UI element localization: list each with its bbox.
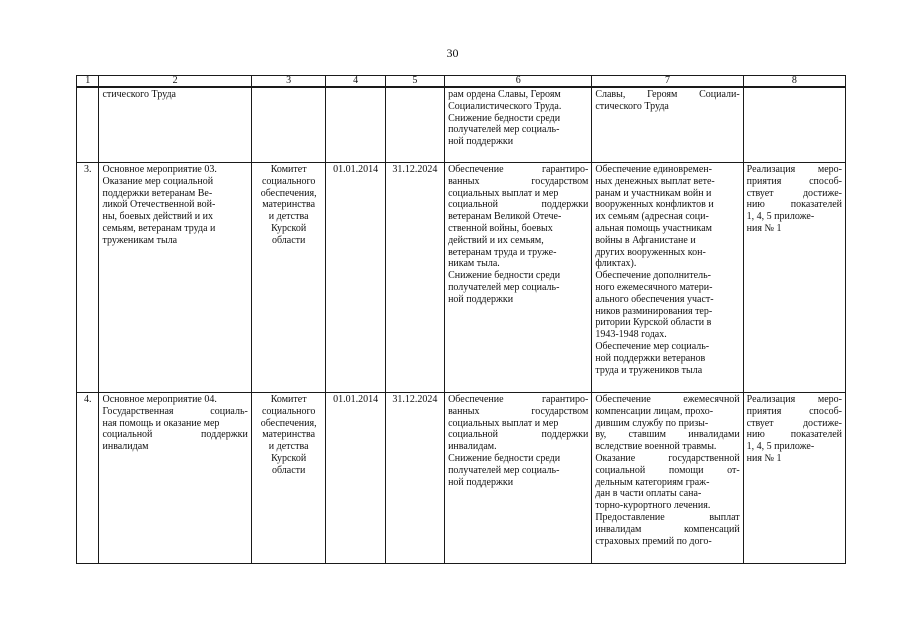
cell-activity-name [99, 87, 251, 163]
cell-executor [251, 393, 326, 564]
column-header-3: 3 [251, 76, 326, 88]
text-line: дельным категориям граж- [595, 476, 710, 488]
text-line: инвалидам. [448, 441, 497, 453]
text-line: рам ордена Славы, Героям [448, 89, 561, 100]
column-header-1: 1 [77, 76, 99, 88]
cell-expected-result [445, 87, 592, 163]
text-line: труженикам тыла [102, 234, 178, 246]
text-line: инвалидам [102, 441, 149, 453]
cell-number: 4. [77, 393, 99, 564]
text-line: 1, 4, 5 приложе- [746, 441, 815, 453]
cell-executor [251, 163, 326, 393]
text-line: фликтах). [595, 258, 637, 270]
text-line: социальных выплат и мер [448, 187, 559, 199]
text-line: получателей мер социаль- [448, 281, 560, 293]
text-line: области [271, 464, 306, 476]
text-line: Основное мероприятие 04. [102, 394, 217, 405]
cell-expected-result [445, 393, 592, 564]
program-activities-table [76, 75, 846, 564]
cell-indicator-link [743, 163, 845, 393]
text-line: ны, боевых действий и их [102, 211, 213, 223]
text-line: Оказание государственной [595, 452, 740, 464]
text-line: ных денежных выплат вете- [595, 175, 715, 187]
text-line: страховых премий по дого- [595, 535, 712, 547]
cell-executor [251, 87, 326, 163]
text-line: ветеранам труда и труже- [448, 246, 557, 258]
text-line: семьям, ветеранам труда и [102, 222, 216, 234]
text-line: Снижение бедности среди [448, 452, 561, 464]
text-line: Оказание мер социальной [102, 175, 214, 187]
text-line: никам тыла. [448, 258, 500, 270]
text-line: ального обеспечения участ- [595, 293, 714, 305]
cell-main-directions [592, 393, 743, 564]
text-line: и детства [268, 211, 309, 223]
cell-activity-name [99, 163, 251, 393]
text-line: ной поддержки [448, 136, 514, 148]
table-row-activity-03 [77, 163, 846, 393]
text-line: труда и тружеников тыла [595, 364, 703, 376]
text-line: 1, 4, 5 приложе- [746, 211, 815, 223]
text-line: альная помощь участникам [595, 222, 712, 234]
text-line: области [271, 234, 306, 246]
text-line: дившим службу по призы- [595, 417, 709, 429]
text-line: ванных государством [448, 175, 589, 187]
text-line: Государственная социаль- [102, 405, 248, 417]
text-line: материнства [262, 199, 316, 211]
text-line: социальных выплат и мер [448, 417, 559, 429]
text-line: Реализация меро- [746, 164, 842, 175]
text-line: ветеранам Великой Отече- [448, 211, 562, 223]
text-line: поддержки ветеранам Ве- [102, 187, 213, 199]
text-line: их семьям (адресная соци- [595, 211, 709, 223]
text-line: социальной поддержки [102, 429, 248, 441]
text-line: социальной помощи от- [595, 464, 740, 476]
cell-end-date: 31.12.2024 [385, 393, 444, 564]
column-header-7: 7 [592, 76, 743, 88]
cell-main-directions [592, 87, 743, 163]
text-line: нию показателей [746, 429, 842, 441]
column-header-8: 8 [743, 76, 845, 88]
text-line: Обеспечение мер социаль- [595, 340, 710, 352]
text-line: социальной поддержки [448, 199, 589, 211]
text-line: Обеспечение гарантиро- [448, 164, 589, 175]
text-line: дан в части оплаты сана- [595, 488, 702, 500]
text-line: получателей мер социаль- [448, 124, 560, 136]
text-line: ствует достиже- [746, 187, 842, 199]
text-line: нию показателей [746, 199, 842, 211]
cell-expected-result [445, 163, 592, 393]
page-number: 30 [446, 46, 459, 60]
text-line: Комитет [270, 164, 307, 175]
text-line: ния № 1 [746, 452, 782, 464]
text-line: Обеспечение дополнитель- [595, 270, 711, 282]
text-line: ву, ставшим инвалидами [595, 429, 740, 441]
text-line: других вооруженных кон- [595, 246, 706, 258]
text-line: ной поддержки [448, 476, 514, 488]
text-line: стического Труда [102, 89, 176, 100]
text-line: Курской [271, 222, 307, 234]
text-line: компенсации лицам, прохо- [595, 405, 714, 417]
text-line: Комитет [270, 394, 307, 405]
text-line: вооруженных конфликтов и [595, 199, 714, 211]
text-line: Славы, Героям Социали- [595, 89, 740, 100]
text-line: вследствие военной травмы. [595, 441, 717, 453]
cell-number: 3. [77, 163, 99, 393]
text-line: Обеспечение гарантиро- [448, 394, 589, 405]
column-header-4: 4 [326, 76, 385, 88]
text-line: Предоставление выплат [595, 511, 740, 523]
text-line: Обеспечение единовремен- [595, 164, 712, 175]
text-line: Курской [271, 452, 307, 464]
text-line: обеспечения, [260, 417, 317, 429]
text-line: Обеспечение ежемесячной [595, 394, 740, 405]
text-line: Снижение бедности среди [448, 270, 561, 282]
cell-activity-name [99, 393, 251, 564]
text-line: социального [261, 175, 316, 187]
text-line: приятия способ- [746, 405, 842, 417]
text-line: 1943-1948 годах. [595, 329, 667, 341]
cell-start-date: 01.01.2014 [326, 163, 385, 393]
cell-end-date [385, 87, 444, 163]
text-line: ствует достиже- [746, 417, 842, 429]
text-line: ной поддержки ветеранов [595, 352, 706, 364]
text-line: приятия способ- [746, 175, 842, 187]
text-line: социальной поддержки [448, 429, 589, 441]
cell-number [77, 87, 99, 163]
column-header-2: 2 [99, 76, 251, 88]
cell-indicator-link [743, 393, 845, 564]
text-line: ной поддержки [448, 293, 514, 305]
text-line: войны в Афганистане и [595, 234, 696, 246]
text-line: ственной войны, боевых [448, 222, 553, 234]
text-line: обеспечения, [260, 187, 317, 199]
table-row-activity-04 [77, 393, 846, 564]
cell-start-date: 01.01.2014 [326, 393, 385, 564]
text-line: инвалидам компенсаций [595, 523, 740, 535]
text-line: ранам и участникам войн и [595, 187, 712, 199]
text-line: Реализация меро- [746, 394, 842, 405]
text-line: Снижение бедности среди [448, 112, 561, 124]
text-line: ников разминирования тер- [595, 305, 713, 317]
text-line: ритории Курской области в [595, 317, 712, 329]
cell-start-date [326, 87, 385, 163]
cell-end-date: 31.12.2024 [385, 163, 444, 393]
text-line: Социалистического Труда. [448, 100, 562, 112]
cell-indicator-link [743, 87, 845, 163]
cell-main-directions [592, 163, 743, 393]
text-line: ликой Отечественной вой- [102, 199, 216, 211]
text-line: ванных государством [448, 405, 589, 417]
text-line: ного ежемесячного матери- [595, 281, 713, 293]
text-line: действий и их семьям, [448, 234, 544, 246]
text-line: и детства [268, 441, 309, 453]
text-line: ния № 1 [746, 222, 782, 234]
text-line: ная помощь и оказание мер [102, 417, 220, 429]
column-number-header-row [77, 76, 846, 88]
column-header-5: 5 [385, 76, 444, 88]
table-row-continuation [77, 87, 846, 163]
column-header-6: 6 [445, 76, 592, 88]
text-line: стического Труда [595, 100, 669, 112]
text-line: Основное мероприятие 03. [102, 164, 217, 175]
text-line: материнства [262, 429, 316, 441]
text-line: торно-курортного лечения. [595, 500, 711, 512]
text-line: социального [261, 405, 316, 417]
text-line: получателей мер социаль- [448, 464, 560, 476]
